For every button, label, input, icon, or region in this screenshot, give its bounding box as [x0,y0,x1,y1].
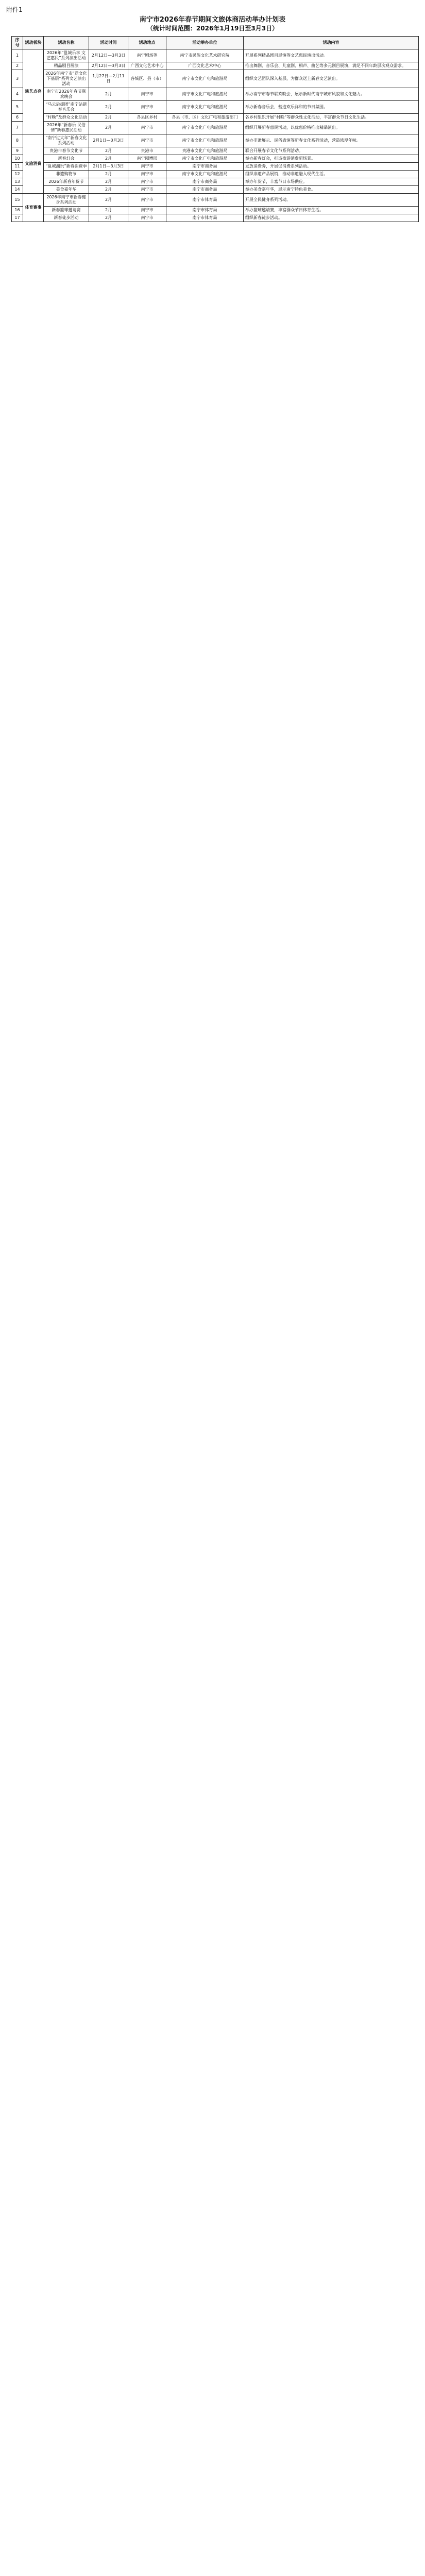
column-header: 活动地点 [128,37,166,49]
activity-content: 举办美食嘉年华，展示南宁特色美食。 [244,186,419,194]
activity-time: 2月 [89,155,128,163]
table-row [12,114,419,122]
row-number: 6 [12,114,23,122]
activity-name: “村晚”及群众文化活动 [44,114,89,122]
activity-time: 2月 [89,101,128,114]
activity-place: 南宁园博园 [128,155,166,163]
activity-content: 联合开展春节文化节系列活动。 [244,147,419,155]
activity-organizer: 南宁市商务局 [166,178,244,186]
table-row [12,155,419,163]
activity-content: 推出舞剧、音乐会、儿童剧、相声、曲艺等多元剧目展演，满足不同年龄层次观众需求。 [244,62,419,70]
activity-place: 南宁剧场等 [128,49,166,62]
table-row [12,49,419,62]
activity-place: 南宁市 [128,101,166,114]
activity-place: 南宁市 [128,171,166,178]
activity-content: 举办南宁市春节联欢晚会，展示新时代南宁城市风貌和文化魅力。 [244,88,419,101]
activity-content: 组织文艺团队深入基层，为群众送上新春文艺演出。 [244,70,419,88]
activity-organizer: 南宁市文化广电和旅游局 [166,122,244,134]
table-row [12,171,419,178]
activity-plan-table [11,36,419,222]
activity-organizer: 南宁市体育局 [166,214,244,222]
row-number: 15 [12,194,23,207]
attachment-label: 附件1 [6,6,23,13]
row-number: 8 [12,134,23,147]
activity-content: 举办年货节，丰富节日市场供应。 [244,178,419,186]
activity-time: 2月 [89,214,128,222]
activity-organizer: 南宁市体育局 [166,194,244,207]
activity-time: 2月1日—3月3日 [89,134,128,147]
activity-place: 南宁市 [128,194,166,207]
table-row [12,88,419,101]
activity-name: 精品剧目展演 [44,62,89,70]
row-number: 2 [12,62,23,70]
activity-place: 南宁市 [128,134,166,147]
row-number: 7 [12,122,23,134]
activity-organizer: 南宁市文化广电和旅游局 [166,70,244,88]
row-number: 4 [12,88,23,101]
activity-name: 2026年南宁市“送文化下基层”系列文艺演出活动 [44,70,89,88]
activity-name: 非遗购物节 [44,171,89,178]
row-number: 3 [12,70,23,88]
table-row [12,163,419,171]
activity-content: 组织新春徒步活动。 [244,214,419,222]
activity-content: 举办篮球邀请赛，丰富群众节日体育生活。 [244,207,419,214]
activity-place: 南宁市 [128,207,166,214]
row-number: 14 [12,186,23,194]
column-header: 活动举办单位 [166,37,244,49]
activity-organizer: 南宁市文化广电和旅游局 [166,171,244,178]
activity-organizer: 南宁市文化广电和旅游局 [166,88,244,101]
title-block [0,15,425,32]
activity-place: 南宁市 [128,186,166,194]
activity-name: 2026年南宁市新春健身系列活动 [44,194,89,207]
activity-organizer: 南宁市文化广电和旅游局 [166,101,244,114]
activity-place: 南宁市 [128,178,166,186]
table-row [12,207,419,214]
activity-time: 2月 [89,114,128,122]
activity-time: 2月 [89,178,128,186]
activity-organizer: 贵港市文化广电和旅游局 [166,147,244,155]
column-header: 活动名称 [44,37,89,49]
activity-time: 2月 [89,194,128,207]
row-number: 13 [12,178,23,186]
activity-organizer: 南宁市文化广电和旅游局 [166,155,244,163]
activity-name: 贵港市春节文化节 [44,147,89,155]
activity-content: 组织非遗产品展销，推动非遗融入现代生活。 [244,171,419,178]
activity-place: 南宁市 [128,163,166,171]
activity-organizer: 各县（市、区）文化广电和旅游部门 [166,114,244,122]
activity-time: 2月 [89,186,128,194]
table-header-row [12,37,419,49]
table-row [12,178,419,186]
activity-place: 南宁市 [128,88,166,101]
table-row [12,122,419,134]
activity-content: 开展系列精品剧目展演等文艺惠民演出活动。 [244,49,419,62]
activity-time: 2月1日—3月3日 [89,163,128,171]
activity-content: 各乡村组织开展“村晚”等群众性文化活动，丰富群众节日文化生活。 [244,114,419,122]
table-row [12,70,419,88]
activity-name: “南宁过大年”新春文化系列活动 [44,134,89,147]
activity-time: 2月 [89,147,128,155]
activity-content: 举办新春音乐会，营造欢乐祥和的节日氛围。 [244,101,419,114]
category-cell: 演艺点亮 [23,49,44,134]
table-row [12,214,419,222]
activity-organizer: 南宁市民族文化艺术研究院 [166,49,244,62]
activity-organizer: 南宁市体育局 [166,207,244,214]
page-subtitle: （统计时间范围：2026年1月19日至3月3日） [146,25,279,32]
category-cell: 体育赛事 [23,194,44,222]
table-row [12,101,419,114]
activity-content: 开展全民健身系列活动。 [244,194,419,207]
activity-content: 举办新春灯会，打造夜游消费新场景。 [244,155,419,163]
activity-time: 2月12日—3月3日 [89,49,128,62]
table-row [12,147,419,155]
table-row [12,186,419,194]
activity-content: 组织开展新春惠民活动，以优惠价格推出精品演出。 [244,122,419,134]
category-cell: 文旅消费 [23,134,44,194]
table-body [12,49,419,222]
activity-organizer: 广西文化艺术中心 [166,62,244,70]
page-title: 南宁市2026年春节期间文旅体商活动举办计划表 [139,16,286,24]
activity-place: 南宁市 [128,214,166,222]
activity-name: 2026年新春年货节 [44,178,89,186]
row-number: 12 [12,171,23,178]
activity-name: 新春徒步活动 [44,214,89,222]
activity-time: 2月 [89,207,128,214]
activity-name: “邕城潮玩”新春消费季 [44,163,89,171]
activity-name: 新春灯会 [44,155,89,163]
row-number: 11 [12,163,23,171]
activity-name: 美食嘉年华 [44,186,89,194]
table-row [12,134,419,147]
row-number: 16 [12,207,23,214]
activity-time: 1月27日—2月11日 [89,70,128,88]
activity-time: 2月 [89,171,128,178]
activity-time: 2月12日—3月3日 [89,62,128,70]
table-row [12,194,419,207]
activity-name: 新春篮球邀请赛 [44,207,89,214]
activity-name: 南宁市2026年春节联欢晚会 [44,88,89,101]
activity-place: 各城区、县（市） [128,70,166,88]
row-number: 1 [12,49,23,62]
activity-organizer: 南宁市商务局 [166,163,244,171]
activity-name: 2026年“新春乐 民俗情”新春惠民活动 [44,122,89,134]
activity-place: 贵港市 [128,147,166,155]
row-number: 17 [12,214,23,222]
activity-time: 2月 [89,88,128,101]
row-number: 9 [12,147,23,155]
activity-organizer: 南宁市文化广电和旅游局 [166,134,244,147]
activity-content: 发放消费券，开展促消费系列活动。 [244,163,419,171]
activity-place: 南宁市 [128,122,166,134]
row-number: 10 [12,155,23,163]
activity-name: 2026年“邕城乐享 文艺惠民”系列演出活动 [44,49,89,62]
activity-content: 举办非遗展示、民俗表演等新春文化系列活动，营造浓厚年味。 [244,134,419,147]
table-row [12,62,419,70]
activity-name: “马云后援团”南宁站新春音乐会 [44,101,89,114]
column-header: 活动板块 [23,37,44,49]
column-header: 活动内容 [244,37,419,49]
activity-place: 各县区乡村 [128,114,166,122]
row-number: 5 [12,101,23,114]
activity-organizer: 南宁市商务局 [166,186,244,194]
column-header: 序号 [12,37,23,49]
activity-time: 2月 [89,122,128,134]
activity-place: 广西文化艺术中心 [128,62,166,70]
column-header: 活动时间 [89,37,128,49]
